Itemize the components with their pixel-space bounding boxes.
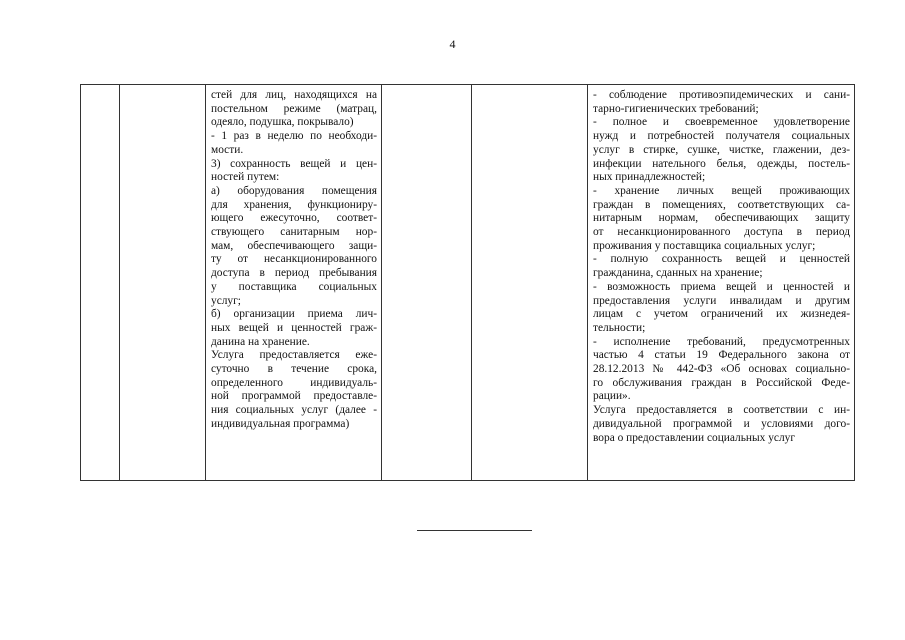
text-line: нитарным нормам, обеспечивающих защиту	[593, 212, 850, 225]
quality-indicators-text	[588, 85, 854, 445]
text-line: ния социальных услуг (далее -	[211, 404, 377, 417]
text-line: - хранение личных вещей проживающих	[593, 184, 850, 197]
text-line: - 1 раз в неделю по необходи-	[211, 130, 377, 143]
text-line: одеяло, подушка, покрывало)	[211, 116, 354, 129]
text-line: частью 4 статьи 19 Федерального закона от	[593, 349, 850, 362]
text-line: 3) сохранность вещей и цен-	[211, 157, 377, 170]
text-line: ной программой предоставле-	[211, 390, 377, 403]
text-line: гражданина, сданных на хранение;	[593, 267, 763, 280]
text-line: го обслуживания граждан в Российской Феде-	[593, 376, 850, 389]
text-line: услуг;	[211, 294, 241, 307]
text-line: постельном режиме (матрац,	[211, 102, 377, 115]
text-line: - соблюдение противоэпидемических и сани-	[593, 89, 850, 101]
text-line: предоставления услуги инвалидам и другим	[593, 294, 850, 307]
text-line: Услуга предоставляется еже-	[211, 349, 377, 362]
cell-timeframe	[382, 85, 472, 481]
text-line: ных вещей и ценностей граж-	[211, 321, 377, 334]
cell-service-name	[120, 85, 206, 481]
text-line: доступа в период пребывания	[211, 267, 377, 280]
text-line: услуг в стирке, сушке, чистке, глажении, дез-	[593, 143, 850, 156]
text-line: вора о предоставлении социальных услуг	[593, 431, 796, 444]
page-number: 4	[449, 37, 456, 51]
text-line: от несанкционированного доступа в период	[593, 226, 850, 239]
text-line: рации».	[593, 390, 631, 403]
services-table	[80, 84, 855, 481]
text-line: тельности;	[593, 321, 646, 334]
text-line: - полное и своевременное удовлетворение	[593, 116, 850, 129]
service-description-text	[206, 85, 381, 432]
text-line: лицам с учетом ограничений их жизнедея-	[593, 308, 850, 321]
text-line: инфекции нательного белья, одежды, постель-	[593, 157, 850, 170]
text-line: стей для лиц, находящихся на	[211, 89, 377, 101]
text-line: мам, обеспечивающего защи-	[211, 239, 377, 252]
cell-number	[81, 85, 120, 481]
text-line: у поставщика социальных	[211, 280, 377, 293]
cell-quality-indicators	[588, 85, 855, 481]
text-line: 28.12.2013 № 442-ФЗ «Об основах социально-	[593, 363, 850, 376]
text-line: тарно-гигиенических требований;	[593, 102, 759, 115]
text-line: - возможность приема вещей и ценностей и	[593, 280, 850, 293]
text-line: ющего ежесуточно, соответ-	[211, 212, 377, 225]
text-line: ных принадлежностей;	[593, 171, 706, 184]
text-line: определенного индивидуаль-	[211, 376, 377, 389]
text-line: ностей путем:	[211, 171, 280, 184]
text-line: дивидуальной программой и условиями дого-	[593, 417, 850, 430]
text-line: проживания у поставщика социальных услуг;	[593, 239, 816, 252]
text-line: суточно в течение срока,	[211, 363, 377, 376]
text-line: - исполнение требований, предусмотренных	[593, 335, 850, 348]
text-line: - полную сохранность вещей и ценностей	[593, 253, 850, 266]
text-line: ту от несанкционированного	[211, 253, 377, 266]
text-line: Услуга предоставляется в соответствии с ин-	[593, 404, 850, 417]
text-line: мости.	[211, 143, 244, 156]
text-line: ствующего санитарным нор-	[211, 226, 377, 239]
cell-service-description	[206, 85, 382, 481]
text-line: а) оборудования помещения	[211, 184, 377, 197]
table-row	[81, 85, 855, 481]
text-line: граждан в помещениях, соответствующих са-	[593, 198, 850, 211]
text-line: данина на хранение.	[211, 335, 310, 348]
text-line: нужд и потребностей получателя социальных	[593, 130, 850, 143]
text-line: индивидуальная программа)	[211, 417, 350, 430]
text-line: для хранения, функциониру-	[211, 198, 377, 211]
footer-rule	[417, 530, 532, 531]
text-line: б) организации приема лич-	[211, 308, 377, 321]
cell-rate	[472, 85, 588, 481]
